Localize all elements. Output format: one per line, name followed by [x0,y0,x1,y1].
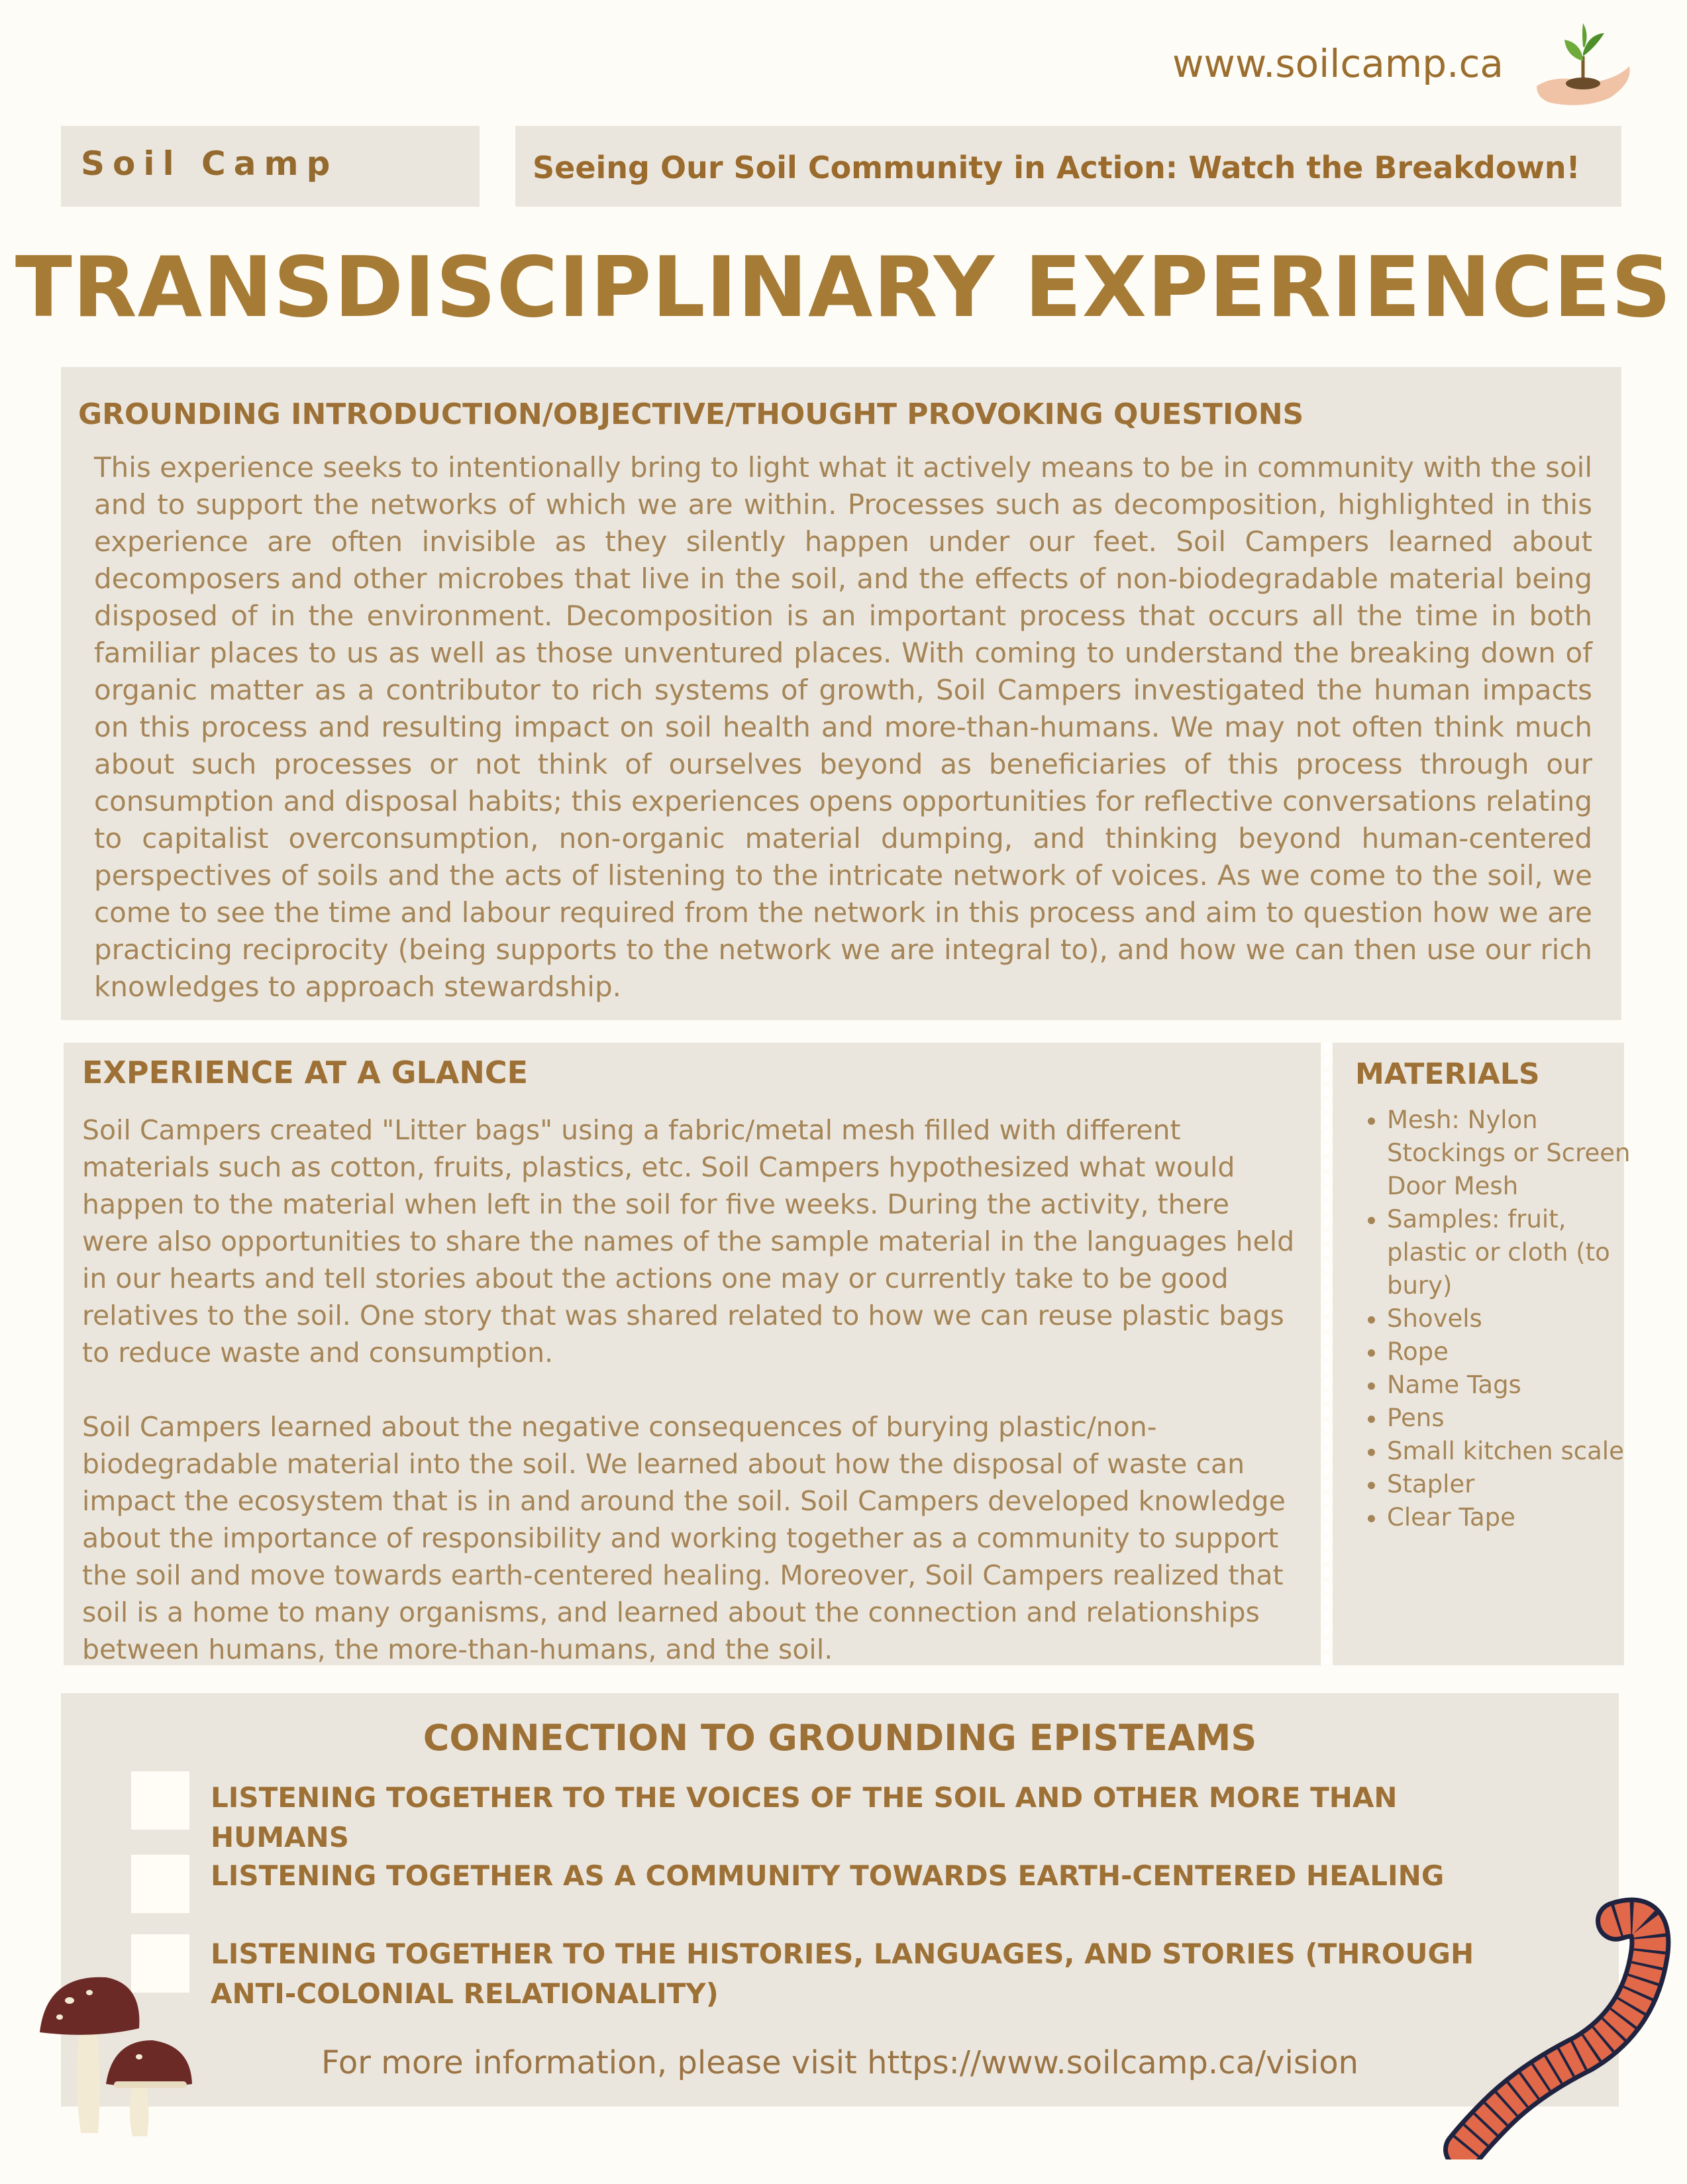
sprout-hand-icon [1530,20,1636,113]
dotted-divider [1321,1043,1333,1665]
list-item: • Mesh: Nylon Stockings or Screen Door Mesh [1387,1104,1652,1203]
list-item: • Shovels [1387,1302,1652,1335]
intro-body: This experience seeks to intentionally bring to light what it actively means to be in community with the soil and to support the networks of which we are within. Processes such as decomposition, highlighted in this experience are often invisible as they silently happen under our feet. Soil Campers learned about decomposers and other microbes that live in the soil, and the effects of non-biodegradable material being disposed of in the environment. Decomposition is an important process that occurs all the time in both familiar places to us as well as those unventured places. With coming to understand the breaking down of organic matter as a contributor to rich systems of growth, Soil Campers investigated the human impacts on this process and resulting impact on soil health and more-than-humans. We may not often think much about such processes or not think of ourselves beyond as beneficiaries of this process through our consumption and disposal habits; this experiences opens opportunities for reflective conversations relating to capitalist overconsumption, non-organic material dumping, and thinking beyond human-centered perspectives of soils and the acts of listening to the intricate network of voices. As we come to the soil, we come to see the time and labour required from the network in this process and aim to question how we are practicing reciprocity (being supports to the network we are integral to), and how we can then use our rich knowledges to approach stewardship. [94,451,1592,1003]
materials-panel [1333,1043,1631,1665]
tagline-panel [515,126,1621,207]
intro-heading: GROUNDING INTRODUCTION/OBJECTIVE/THOUGHT PROVOKING QUESTIONS [78,397,1304,431]
glance-body [82,1112,1301,1705]
episteam-checkbox[interactable] [131,1855,189,1913]
tagline: Seeing Our Soil Community in Action: Watch the Breakdown! [533,150,1580,185]
glance-paragraph: Soil Campers created "Litter bags" using a fabric/metal mesh filled with different materials such as cotton, fruits, plastics, etc. Soil Campers hypothesized what would happen to the material when left in the soil for five weeks. During the activity, there were also opportunities to share the names of the sample material in the languages held in our hearts and tell stories about the actions one may or currently take to be good relatives to the soil. One story that was shared related to how we can reuse plastic bags to reduce waste and consumption. [82,1114,1295,1369]
page-title: TRANSDISCIPLINARY EXPERIENCES [15,238,1672,336]
list-item: • Small kitchen scale [1387,1435,1652,1468]
list-item: • Name Tags [1387,1369,1652,1402]
glance-panel [64,1043,1321,1665]
footer-info: For more information, please visit https://www.soilcamp.ca/vision [321,2044,1358,2081]
list-item: • Clear Tape [1387,1501,1652,1534]
list-item: • Samples: fruit, plastic or cloth (to bury) [1387,1203,1652,1302]
glance-heading: EXPERIENCE AT A GLANCE [82,1055,529,1090]
episteam-heading: CONNECTION TO GROUNDING EPISTEAMS [423,1717,1257,1759]
earthworm-icon [1417,1895,1682,2159]
list-item: • Pens [1387,1402,1652,1435]
episteam-item: LISTENING TOGETHER TO THE VOICES OF THE SOIL AND OTHER MORE THAN HUMANS [211,1781,1398,1853]
episteam-checkbox[interactable] [131,1771,189,1830]
materials-heading: MATERIALS [1355,1057,1540,1091]
list-item: • Rope [1387,1335,1652,1369]
mushroom-icon [33,1954,205,2140]
episteam-item: LISTENING TOGETHER TO THE HISTORIES, LANGUAGES, AND STORIES (THROUGH ANTI-COLONIAL RELATIONALITY) [211,1938,1474,2010]
episteam-panel [61,1693,1619,2106]
brand-panel [61,126,480,207]
episteam-item: LISTENING TOGETHER AS A COMMUNITY TOWARDS EARTH-CENTERED HEALING [211,1859,1445,1892]
list-item: • Stapler [1387,1468,1652,1501]
materials-list [1355,1104,1652,1534]
intro-panel [61,367,1621,1020]
website-url[interactable]: www.soilcamp.ca [1172,41,1504,86]
brand-name: Soil Camp [81,144,338,183]
glance-paragraph: Soil Campers learned about the negative consequences of burying plastic/non-biodegradable material into the soil. We learned about how the disposal of waste can impact the ecosystem that is in and around the soil. Soil Campers developed knowledge about the importance of responsibility and working together as a community to support the soil and move towards earth-centered healing. Moreover, Soil Campers realized that soil is a home to many organisms, and learned about the connection and relationships between humans, the more-than-humans, and the soil. [82,1411,1286,1665]
